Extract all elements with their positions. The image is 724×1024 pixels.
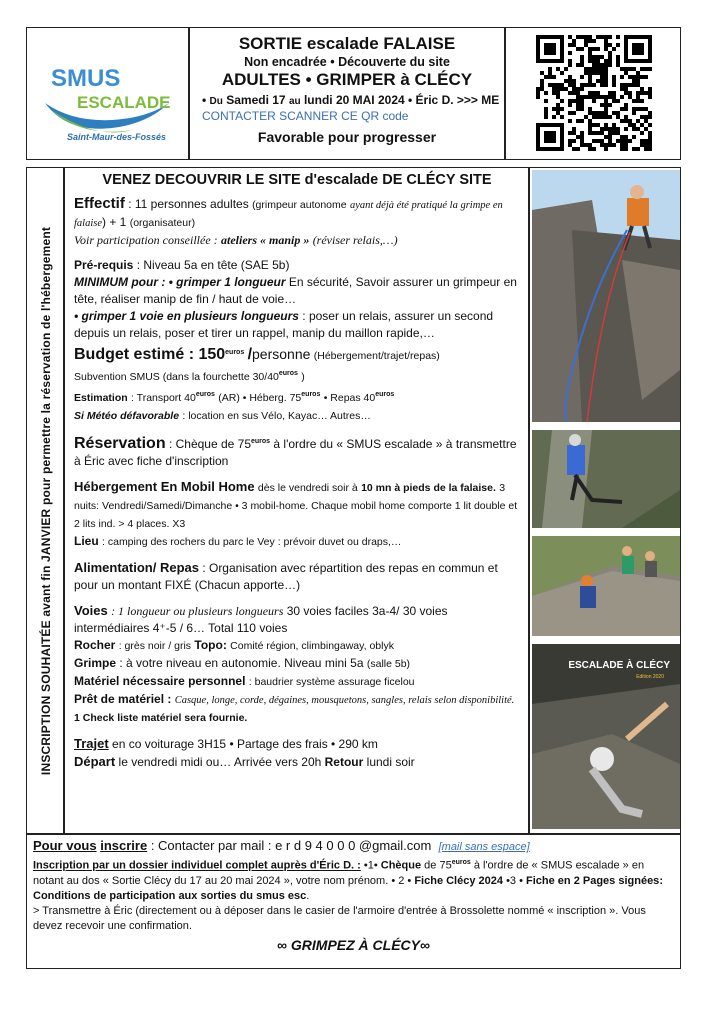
- page-title: SORTIE escalade FALAISE: [238, 34, 456, 53]
- header-qr-box: [505, 27, 681, 160]
- climber-photo-1: [532, 170, 680, 422]
- book-edition: Edition 2020: [636, 674, 664, 680]
- qr-contact-hint: CONTACTER SCANNER CE QR code: [202, 109, 409, 123]
- dates-line: • Du Samedi 17 au lundi 20 MAI 2024 • Éric D. >>> ME CONTACTER SCANNER CE QR code: [202, 93, 500, 123]
- effectif-section: Effectif : 11 personnes adultes (grimpeur autonome ayant déjà été pratiqué la grimpe en falaise) + 1 (organisateur) Voir participation conseillée : ateliers « manip » (réviser relais,…): [74, 195, 503, 247]
- book-title: ESCALADE À CLÉCY: [568, 660, 670, 671]
- budget-section: Budget estimé : $150^{euros}$ /personne (Hébergement/trajet/repas) Subvention SMUS (dans la fourchette $30/40^{euros}$ ) Estimation : Transport $40^{euros}$ (AR) • Héberg. $75^{euros}$ • Repas $40^{euros}$ Si Météo défavorable : location en sus Vélo, Kayac… Autres…: [74, 346, 440, 422]
- trajet-section: Trajet en co voiturage 3H15 • Partage des frais • 290 km Départ le vendredi midi ou… Arrivée vers 20h Retour lundi soir: [74, 736, 415, 769]
- main-content: [64, 167, 529, 834]
- tagline: Favorable pour progresser: [257, 129, 437, 145]
- climber-photo-2: [532, 430, 680, 528]
- mail-note-link[interactable]: [mail sans espace]: [438, 841, 530, 853]
- contact-email[interactable]: : Contacter par mail : e r d 9 4 0 0 0 @gmail.com: [150, 838, 432, 853]
- prereq-section: Pré-requis : Niveau 5a en tête (SAE 5b) MINIMUM pour : • grimper 1 longueur En sécurité, Savoir assurer un grimpeur en tête, réaliser manip de fin / haut de voie… • grimper 1 voie en plusieurs longueurs : poser un relais, assurer un second depuis un relais, poser et tirer un rappel, manip du maillon rapide,…: [74, 258, 517, 340]
- svg-text:Saint-Maur-des-Fossés: Saint-Maur-des-Fossés: [67, 132, 167, 142]
- climber-photo-3: [532, 536, 680, 636]
- footer-registration: [26, 834, 681, 969]
- smus-escalade-logo: [37, 48, 177, 143]
- hebergement-section: Hébergement En Mobil Home dès le vendredi soir à 10 mn à pieds de la falaise. 3 nuits: Vendredi/Samedi/Dimanche • 3 mobil-home. Chaque mobil home comporte 1 lit double et 2 lits ind. > 4 places. X3 Lieu : camping des rochers du parc le Vey : prévoir duvet ou draps,…: [74, 479, 518, 548]
- page-subtitle: Non encadrée • Découverte du site: [244, 55, 450, 69]
- contact-line: Pour vous inscrire : Contacter par mail : e r d 9 4 0 0 0 @gmail.com [mail sans espace]: [33, 838, 530, 853]
- header-title-box: [189, 27, 505, 160]
- svg-text:SMUS: SMUS: [51, 65, 121, 92]
- svg-text:ESCALADE: ESCALADE: [77, 93, 171, 112]
- header-logo-box: [26, 27, 189, 160]
- transmit-note: > Transmettre à Éric (directement ou à déposer dans le casier de l'armoire d'entrée à Brossolette nommé « inscription ». Vous devez recevoir une confirmation.: [33, 904, 646, 932]
- dossier-instructions: Inscription par un dossier individuel complet auprès d'Éric D. : •1• Chèque de $75^{euros}$ à l'ordre de « SMUS escalade » en notant au dos « Sortie Clécy du 17 au 20 mai 2024 », votre nom prénom. • 2 • Fiche Clécy 2024 •3 • Fiche en 2 Pages signées: Conditions de participation aux sorties du smus esc.: [33, 859, 663, 902]
- slogan: ∞ GRIMPEZ À CLÉCY∞: [277, 936, 430, 953]
- side-box: [26, 167, 64, 834]
- alimentation-section: Alimentation/ Repas : Organisation avec répartition des repas en commun et pour un montant FIXÉ (Chacun apporte…): [74, 560, 498, 592]
- photo-column: [529, 167, 681, 834]
- topo-book-cover: [532, 644, 680, 829]
- page-headline: ADULTES • GRIMPER à CLÉCY: [221, 70, 473, 89]
- registration-deadline-note: INSCRIPTION SOUHAITÉE avant fin JANVIER pour permettre la réservation de l'hébergement: [39, 226, 53, 776]
- voies-section: Voies : 1 longueur ou plusieurs longueurs 30 voies faciles 3a-4/ 30 voies intermédiaires 4⁺-5 / 6… Total 110 voies Rocher : grès noir / gris Topo: Comité région, climbingaway, oblyk Grimpe : à votre niveau en autonomie. Niveau mini 5a (salle 5b) Matériel nécessaire personnel : baudrier système assurage ficelou Prêt de matériel : Casque, longe, corde, dégaines, mousquetons, sangles, relais selon disponibilité. 1 Check liste matériel sera fournie.: [74, 603, 515, 724]
- main-heading: VENEZ DECOUVRIR LE SITE d'escalade DE CLÉCY SITE: [102, 172, 492, 188]
- qr-code-icon[interactable]: [536, 35, 652, 151]
- reservation-section: Réservation : Chèque de $75^{euros}$ à l'ordre du « SMUS escalade » à transmettre à Éric avec fiche d'inscription: [74, 435, 517, 468]
